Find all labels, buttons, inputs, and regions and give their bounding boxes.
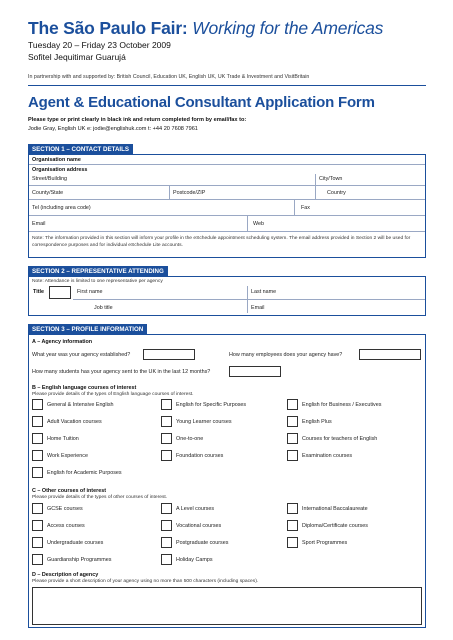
checkbox-young-learner[interactable]: [161, 416, 172, 427]
county-row[interactable]: [29, 186, 425, 200]
checkbox-general-english[interactable]: [32, 399, 43, 410]
tel-row[interactable]: [29, 200, 425, 216]
checkbox-gcse[interactable]: [32, 503, 43, 514]
fax-label: Fax: [301, 205, 310, 211]
year-input[interactable]: [143, 349, 195, 360]
event-title-sub: Working for the Americas: [192, 18, 384, 38]
county-label: County/State: [32, 190, 64, 196]
checkbox-home-tuition[interactable]: [32, 433, 43, 444]
course-work-experience: Work Experience: [47, 453, 88, 459]
title-input[interactable]: [49, 286, 71, 299]
course-business-english: English for Business / Executives: [302, 402, 382, 408]
event-date: Tuesday 20 – Friday 23 October 2009: [28, 40, 171, 50]
postcode-label: Postcode/ZIP: [173, 190, 206, 196]
section2-heading: SECTION 2 – REPRESENTATIVE ATTENDING: [28, 266, 168, 276]
checkbox-diploma[interactable]: [287, 520, 298, 531]
postcode-country-divider: [315, 186, 316, 199]
email-web-divider: [247, 216, 248, 231]
header-divider: [28, 85, 426, 86]
street-row[interactable]: [29, 174, 425, 186]
checkbox-undergraduate[interactable]: [32, 537, 43, 548]
section2-note: Note: Attendance is limited to one representative per agency: [32, 279, 163, 284]
b-heading: B – English language courses of interest: [32, 385, 137, 391]
course-general-english: General & Intensive English: [47, 402, 114, 408]
course-vocational: Vocational courses: [176, 523, 222, 529]
course-home-tuition: Home Tuition: [47, 436, 79, 442]
event-venue: Sofitel Jequitimar Guarujá: [28, 52, 126, 62]
q-year-label: What year was your agency established?: [32, 352, 131, 358]
form-title: Agent & Educational Consultant Application Form: [28, 94, 375, 111]
course-holiday-camps: Holiday Camps: [176, 557, 213, 563]
last-name-label: Last name: [251, 289, 277, 295]
q-employees-label: How many employees does your agency have?: [229, 352, 343, 358]
checkbox-foundation[interactable]: [161, 450, 172, 461]
checkbox-adult-vacation[interactable]: [32, 416, 43, 427]
course-guardianship: Guardianship Programmes: [47, 557, 112, 563]
checkbox-work-experience[interactable]: [32, 450, 43, 461]
course-access: Access courses: [47, 523, 85, 529]
section3-profile: [28, 334, 426, 628]
name-divider: [247, 286, 248, 313]
rep-email-label: Email: [251, 305, 265, 311]
org-name-row[interactable]: [29, 155, 425, 165]
section2-representative: [28, 276, 426, 316]
section1-note: Note: The information provided in this section will inform your profile in the eSchedule appointment scheduling system. The email address provided in Section 2 will be used for correspondence purposes and for individual eSchedule Lite accounts.: [32, 236, 411, 248]
course-eap: English for Academic Purposes: [47, 470, 122, 476]
tel-fax-divider: [294, 200, 295, 215]
city-label: City/Town: [319, 176, 343, 182]
form-instructions: Please type or print clearly in black ink and return completed form by email/fax to:: [28, 117, 247, 123]
checkbox-access[interactable]: [32, 520, 43, 531]
checkbox-eap[interactable]: [32, 467, 43, 478]
course-esp: English for Specific Purposes: [176, 402, 247, 408]
org-address-label: Organisation address: [32, 167, 88, 173]
c-sub: Please provide details of the types of other courses of interest.: [32, 495, 168, 500]
q-students-label: How many students has your agency sent to the UK in the last 12 months?: [32, 369, 211, 375]
title-label: Title: [33, 289, 44, 295]
course-diploma: Diploma/Certificate courses: [302, 523, 368, 529]
a-heading: A – Agency information: [32, 339, 93, 345]
checkbox-ib[interactable]: [287, 503, 298, 514]
c-heading: C – Other courses of interest: [32, 488, 106, 494]
checkbox-a-level[interactable]: [161, 503, 172, 514]
b-sub: Please provide details of the types of English language courses of interest.: [32, 392, 194, 397]
course-one-to-one: One-to-one: [176, 436, 204, 442]
checkbox-vocational[interactable]: [161, 520, 172, 531]
section1-heading: SECTION 1 – CONTACT DETAILS: [28, 144, 133, 154]
course-young-learner: Young Learner courses: [176, 419, 232, 425]
checkbox-guardianship[interactable]: [32, 554, 43, 565]
students-input[interactable]: [229, 366, 281, 377]
org-name-label: Organisation name: [32, 157, 81, 163]
tel-label: Tel (including area code): [32, 205, 91, 211]
first-name-line[interactable]: [73, 299, 425, 300]
checkbox-sport[interactable]: [287, 537, 298, 548]
checkbox-examination[interactable]: [287, 450, 298, 461]
course-examination: Examination courses: [302, 453, 353, 459]
country-label: Country: [327, 190, 346, 196]
course-ib: International Baccalaureate: [302, 506, 368, 512]
checkbox-teacher-courses[interactable]: [287, 433, 298, 444]
course-gcse: GCSE courses: [47, 506, 83, 512]
checkbox-esp[interactable]: [161, 399, 172, 410]
section1-contact-details: [28, 154, 426, 258]
event-title: [28, 18, 383, 39]
checkbox-business-english[interactable]: [287, 399, 298, 410]
job-title-label: Job title: [94, 305, 113, 311]
section3-heading: SECTION 3 – PROFILE INFORMATION: [28, 324, 147, 334]
org-address-row: [29, 165, 425, 174]
web-label: Web: [253, 221, 264, 227]
course-undergraduate: Undergraduate courses: [47, 540, 104, 546]
checkbox-holiday-camps[interactable]: [161, 554, 172, 565]
course-sport: Sport Programmes: [302, 540, 348, 546]
course-postgraduate: Postgraduate courses: [176, 540, 229, 546]
street-label: Street/Building: [32, 176, 68, 182]
employees-input[interactable]: [359, 349, 421, 360]
course-foundation: Foundation courses: [176, 453, 224, 459]
d-sub: Please provide a short description of your agency using no more than 500 characters (including spaces).: [32, 579, 259, 584]
checkbox-english-plus[interactable]: [287, 416, 298, 427]
county-postcode-divider: [169, 186, 170, 199]
email-label: Email: [32, 221, 46, 227]
course-a-level: A Level courses: [176, 506, 215, 512]
course-english-plus: English Plus: [302, 419, 332, 425]
checkbox-one-to-one[interactable]: [161, 433, 172, 444]
form-contact: Jodie Gray, English UK e: jodie@englishuk.com t: +44 20 7608 7961: [28, 126, 198, 132]
d-heading: D – Description of agency: [32, 572, 99, 578]
course-adult-vacation: Adult Vacation courses: [47, 419, 102, 425]
course-teacher-courses: Courses for teachers of English: [302, 436, 378, 442]
email-web-row[interactable]: [29, 216, 425, 232]
street-city-divider: [315, 174, 316, 185]
partners-line: In partnership with and supported by: British Council, Education UK, English UK, UK Trade & Investment and VisitBritain: [28, 74, 310, 80]
event-title-main: The São Paulo Fair:: [28, 18, 188, 38]
agency-description-textarea[interactable]: [32, 587, 422, 625]
first-name-label: First name: [77, 289, 103, 295]
checkbox-postgraduate[interactable]: [161, 537, 172, 548]
